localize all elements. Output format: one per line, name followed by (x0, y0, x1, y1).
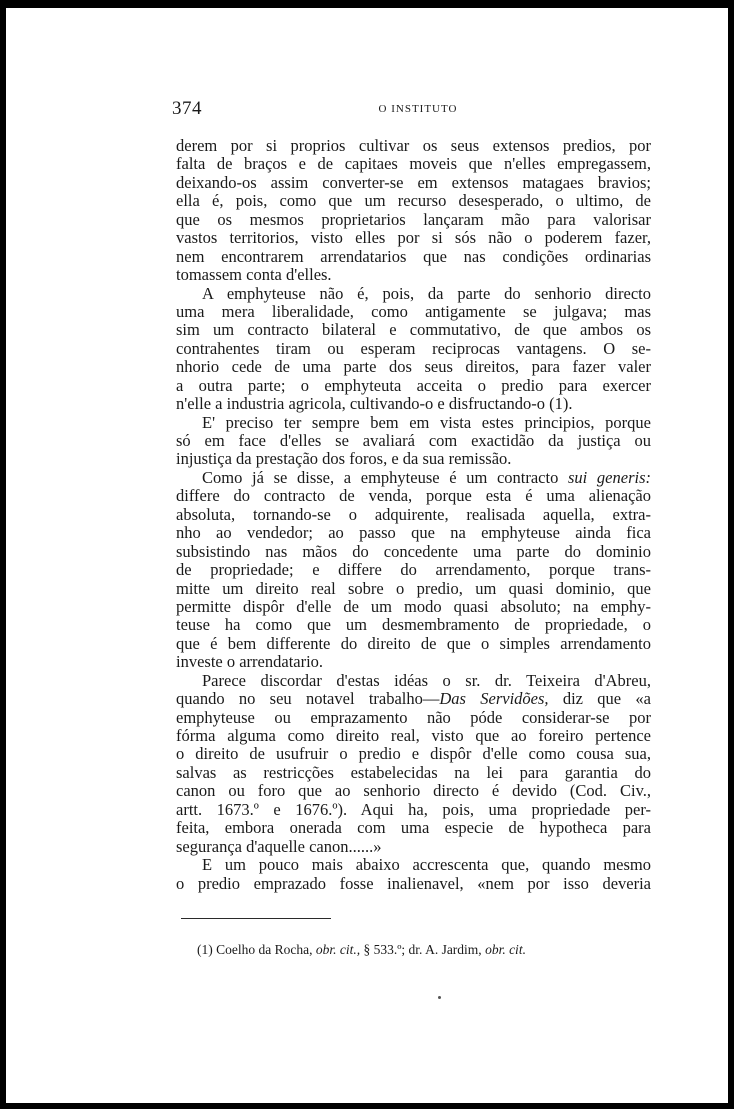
text-line: ella é, pois, como que um recurso desesperado, o ultimo, de (176, 192, 651, 211)
paper-speck (438, 996, 441, 999)
text-line: deixando-os assim converter-se em extensos matagaes bravios; (176, 173, 651, 192)
text-line: nem encontrarem arrendatarios que nas condições ordinarias (176, 247, 651, 266)
text-segment: diz que «a (548, 690, 651, 709)
text-line: nho ao vendedor; ao passo que na emphyteuse ainda fica (176, 524, 651, 543)
text-line: investe o arrendatario. (176, 653, 324, 672)
page-number: 374 (172, 98, 202, 119)
text-line: derem por si proprios cultivar os seus extensos predios, por (176, 137, 651, 155)
text-line: absoluta, tornando-se o adquirente, realisada aquella, extra- (176, 505, 651, 524)
text-line: contrahentes tiram ou esperam reciprocas vantagens. O se- (176, 339, 651, 358)
text-line: mitte um direito real sobre o predio, um quasi dominio, que (176, 579, 651, 598)
footnote (197, 942, 526, 958)
text-line: salvas as restricções estabelecidas na lei para garantia do (176, 763, 651, 782)
text-line: uma mera liberalidade, como antigamente se julgava; mas (176, 302, 651, 321)
text-line: permitte dispôr d'elle de um modo quasi absoluto; na emphy- (176, 597, 651, 616)
page-header (172, 98, 664, 128)
text-line: o direito de usufruir o predio e dispôr d'elle como cousa sua, (176, 745, 651, 764)
text-segment: Como já se disse, a emphyteuse é um contracto (202, 468, 569, 487)
italic-term: sui generis: (568, 468, 651, 487)
book-page (6, 8, 728, 1103)
text-line: só em face d'elles se avaliará com exactidão da justiça ou (176, 432, 651, 450)
text-line: emphyteuse ou emprazamento não póde considerar-se por (176, 708, 651, 727)
footnote-citation: obr. cit., (315, 942, 361, 957)
text-line: differe do contracto de venda, porque esta é uma alienação (176, 487, 651, 506)
text-line: canon ou foro que ao senhorio directo é devido (Cod. Civ., (176, 782, 651, 801)
text-line: n'elle a industria agricola, cultivando-o e disfructando-o (1). (176, 395, 573, 414)
text-segment: quando no seu notavel trabalho— (176, 690, 440, 709)
text-line: nhorio cede de uma parte dos seus direitos, para fazer valer (176, 358, 651, 377)
text-line (176, 690, 651, 708)
text-line: que é bem differente do direito de que o simples arrendamento (176, 634, 651, 653)
text-line: A emphyteuse não é, pois, da parte do senhorio directo (202, 284, 651, 303)
text-line: a outra parte; o emphyteuta acceita o predio para exercer (176, 376, 651, 395)
text-line: injustiça da prestação dos foros, e da sua remissão. (176, 450, 512, 469)
text-line: o predio emprazado fosse inalienavel, «nem por isso deveria (176, 874, 651, 893)
text-line: falta de braços e de capitaes moveis que n'elles empregassem, (176, 155, 651, 174)
footnote-text: § 533.º; dr. A. Jardim, (360, 942, 486, 957)
text-line: tomassem conta d'elles. (176, 266, 332, 285)
text-line: E um pouco mais abaixo accrescenta que, quando mesmo (202, 856, 651, 875)
footnote-marker: (1) (197, 942, 213, 957)
footnote-citation: obr. cit. (485, 942, 526, 957)
text-line: feita, embora onerada com uma especie de hypotheca para (176, 819, 651, 838)
text-line (176, 469, 651, 487)
text-line: E' preciso ter sempre bem em vista estes principios, porque (202, 413, 651, 432)
body-text (176, 137, 651, 893)
footnote-text: Coelho da Rocha, (212, 942, 316, 957)
text-line: segurança d'aquelle canon......» (176, 837, 382, 856)
running-title: O INSTITUTO (378, 103, 458, 115)
text-line: fórma alguma como direito real, visto que ao foreiro pertence (176, 727, 651, 745)
text-line: vastos territorios, visto elles por si sós não o poderem fazer, (176, 229, 651, 248)
text-line: subsistindo nas mãos do concedente uma parte do dominio (176, 542, 651, 561)
footnote-divider (181, 918, 331, 919)
text-line: de propriedade; e differe do arrendamento, porque trans- (176, 561, 651, 580)
text-line: artt. 1673.º e 1676.º). Aqui ha, pois, uma propriedade per- (176, 800, 651, 819)
italic-title: Das Servidões, (439, 690, 549, 709)
text-line: que os mesmos proprietarios lançaram mão para valorisar (176, 210, 651, 229)
text-line: Parece discordar d'estas idéas o sr. dr. Teixeira d'Abreu, (202, 671, 651, 690)
text-line: teuse ha como que um desmembramento de propriedade, o (176, 616, 651, 635)
text-line: sim um contracto bilateral e commutativo, de que ambos os (176, 321, 651, 340)
